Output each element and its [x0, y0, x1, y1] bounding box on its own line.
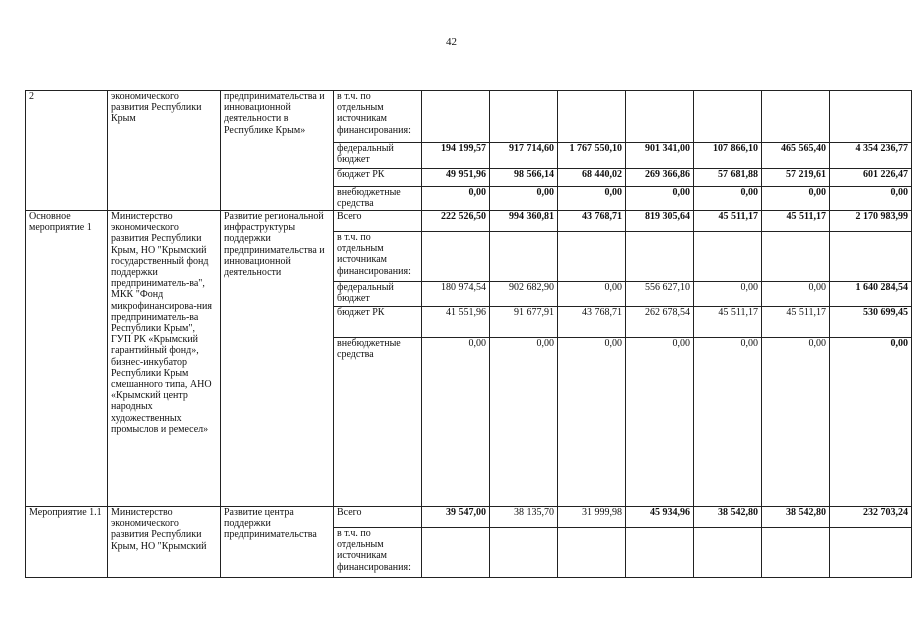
value-cell	[422, 91, 490, 143]
value-cell: 45 511,17	[762, 307, 830, 338]
value-cell: 0,00	[558, 282, 626, 307]
source-cell: внебюджетные средства	[334, 338, 422, 507]
value-cell: 2 170 983,99	[830, 211, 912, 232]
value-cell: 0,00	[694, 187, 762, 211]
value-cell	[490, 528, 558, 578]
value-cell: 601 226,47	[830, 169, 912, 187]
activity-name-cell: Развитие центра поддержки предпринимательства	[221, 507, 334, 578]
value-cell: 465 565,40	[762, 143, 830, 169]
value-cell: 1 767 550,10	[558, 143, 626, 169]
value-cell: 0,00	[830, 338, 912, 507]
value-cell: 819 305,64	[626, 211, 694, 232]
value-cell: 45 511,17	[694, 307, 762, 338]
table-row	[26, 91, 912, 143]
source-cell: в т.ч. по отдельным источникам финансирования:	[334, 528, 422, 578]
value-cell: 39 547,00	[422, 507, 490, 528]
value-cell: 91 677,91	[490, 307, 558, 338]
value-cell: 31 999,98	[558, 507, 626, 528]
value-cell	[490, 232, 558, 282]
value-cell: 232 703,24	[830, 507, 912, 528]
value-cell	[626, 232, 694, 282]
value-cell: 269 366,86	[626, 169, 694, 187]
value-cell	[694, 528, 762, 578]
value-cell: 0,00	[626, 338, 694, 507]
row-number-cell: Основное мероприятие 1	[26, 211, 108, 507]
source-cell: бюджет РК	[334, 169, 422, 187]
value-cell	[626, 528, 694, 578]
source-cell: Всего	[334, 507, 422, 528]
source-cell: внебюджетные средства	[334, 187, 422, 211]
value-cell: 0,00	[830, 187, 912, 211]
value-cell: 43 768,71	[558, 211, 626, 232]
value-cell: 41 551,96	[422, 307, 490, 338]
value-cell: 0,00	[694, 338, 762, 507]
value-cell: 556 627,10	[626, 282, 694, 307]
value-cell	[762, 232, 830, 282]
value-cell: 902 682,90	[490, 282, 558, 307]
value-cell: 38 542,80	[762, 507, 830, 528]
value-cell: 107 866,10	[694, 143, 762, 169]
value-cell	[694, 91, 762, 143]
value-cell	[422, 528, 490, 578]
value-cell: 0,00	[422, 338, 490, 507]
value-cell: 45 934,96	[626, 507, 694, 528]
executor-cell: Министерство экономического развития Республики Крым, НО "Крымский	[108, 507, 221, 578]
value-cell: 530 699,45	[830, 307, 912, 338]
source-cell: в т.ч. по отдельным источникам финансирования:	[334, 232, 422, 282]
source-cell: федеральный бюджет	[334, 282, 422, 307]
value-cell: 68 440,02	[558, 169, 626, 187]
financing-table	[25, 90, 912, 578]
value-cell: 49 951,96	[422, 169, 490, 187]
table-row	[26, 211, 912, 232]
value-cell: 0,00	[558, 187, 626, 211]
value-cell	[762, 528, 830, 578]
value-cell: 222 526,50	[422, 211, 490, 232]
value-cell: 0,00	[694, 282, 762, 307]
value-cell: 0,00	[762, 338, 830, 507]
value-cell: 98 566,14	[490, 169, 558, 187]
source-cell: федеральный бюджет	[334, 143, 422, 169]
value-cell: 4 354 236,77	[830, 143, 912, 169]
value-cell: 38 542,80	[694, 507, 762, 528]
value-cell	[558, 91, 626, 143]
value-cell	[422, 232, 490, 282]
value-cell: 901 341,00	[626, 143, 694, 169]
value-cell	[830, 232, 912, 282]
value-cell: 0,00	[762, 282, 830, 307]
value-cell	[830, 91, 912, 143]
value-cell: 194 199,57	[422, 143, 490, 169]
executor-cell: Министерство экономического развития Республики Крым, НО "Крымский государственный фонд поддержки предприниматель-ва", МКК "Фонд микрофинансирова-ния предприниматель-ва Республики Крым", ГУП РК «Крымский гарантийный фонд», бизнес-инкубатор Республики Крым смешанного типа, АНО «Крымский центр народных художественных промыслов и ремесел»	[108, 211, 221, 507]
page-number: 42	[446, 36, 457, 48]
value-cell: 38 135,70	[490, 507, 558, 528]
value-cell: 45 511,17	[694, 211, 762, 232]
value-cell: 1 640 284,54	[830, 282, 912, 307]
value-cell	[490, 91, 558, 143]
value-cell	[558, 232, 626, 282]
value-cell: 0,00	[626, 187, 694, 211]
row-number-cell: 2	[26, 91, 108, 211]
value-cell	[830, 528, 912, 578]
value-cell: 0,00	[762, 187, 830, 211]
value-cell: 180 974,54	[422, 282, 490, 307]
table-row	[26, 507, 912, 528]
value-cell: 57 681,88	[694, 169, 762, 187]
activity-name-cell: предпринимательства и инновационной деятельности в Республике Крым»	[221, 91, 334, 211]
value-cell: 57 219,61	[762, 169, 830, 187]
value-cell: 262 678,54	[626, 307, 694, 338]
source-cell: в т.ч. по отдельным источникам финансирования:	[334, 91, 422, 143]
value-cell: 0,00	[558, 338, 626, 507]
executor-cell: экономического развития Республики Крым	[108, 91, 221, 211]
source-cell: бюджет РК	[334, 307, 422, 338]
value-cell	[626, 91, 694, 143]
value-cell: 43 768,71	[558, 307, 626, 338]
source-cell: Всего	[334, 211, 422, 232]
activity-name-cell: Развитие региональной инфраструктуры поддержки предпринимательства и инновационной деятельности	[221, 211, 334, 507]
value-cell: 917 714,60	[490, 143, 558, 169]
value-cell	[762, 91, 830, 143]
value-cell	[694, 232, 762, 282]
value-cell: 0,00	[490, 187, 558, 211]
value-cell: 994 360,81	[490, 211, 558, 232]
value-cell	[558, 528, 626, 578]
value-cell: 45 511,17	[762, 211, 830, 232]
value-cell: 0,00	[490, 338, 558, 507]
row-number-cell: Мероприятие 1.1	[26, 507, 108, 578]
value-cell: 0,00	[422, 187, 490, 211]
